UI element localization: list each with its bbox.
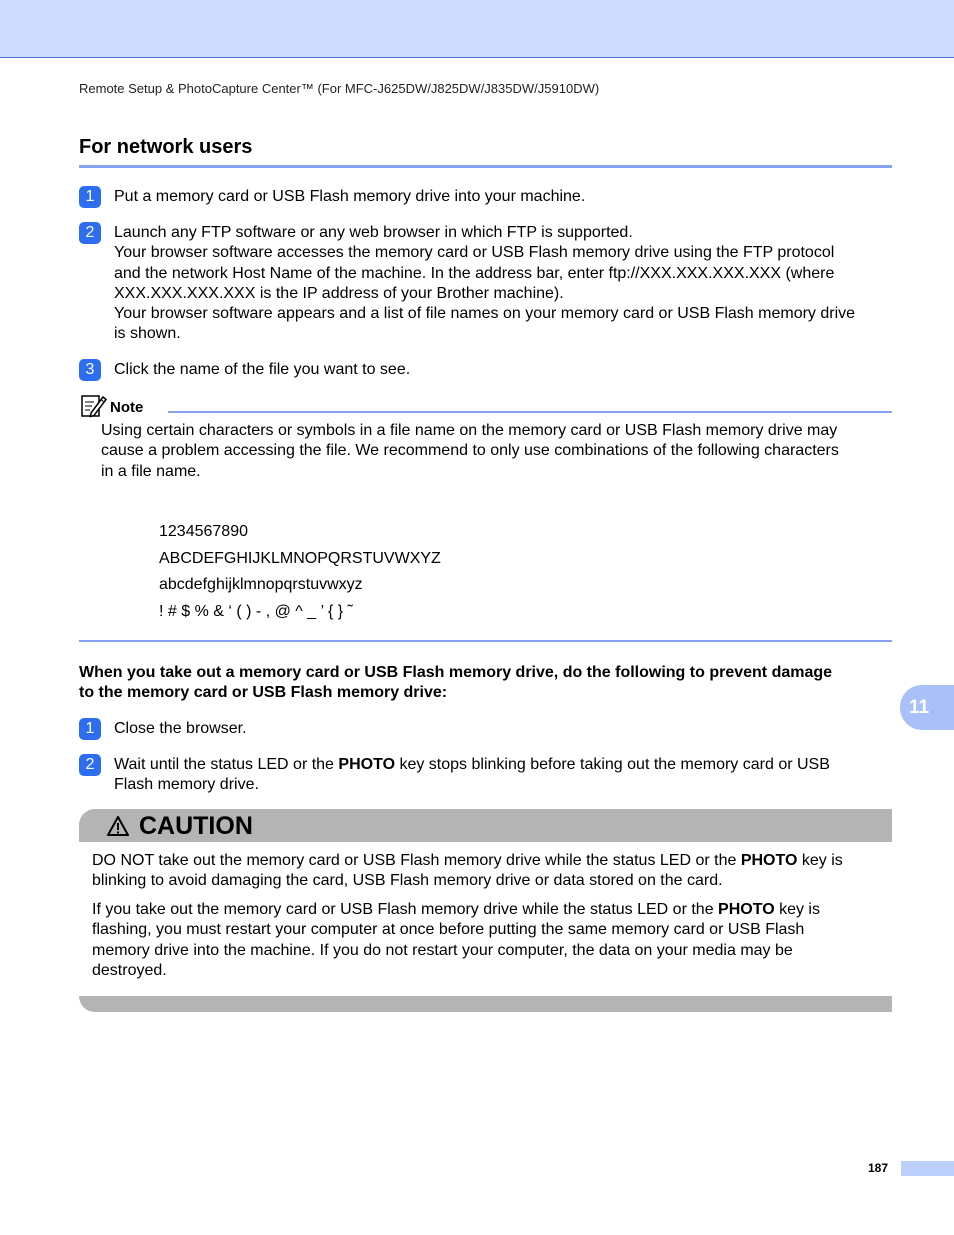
caution-warning-icon xyxy=(107,816,129,836)
page-number: 187 xyxy=(868,1161,889,1175)
step-line: Your browser software appears and a list of file names on your memory card or USB Flash memory drive xyxy=(114,305,856,323)
step-line xyxy=(114,755,892,775)
caution-text-part: DO NOT take out the memory card or USB Flash memory drive while the status LED or the xyxy=(92,852,741,869)
step-text-part: key stops blinking before taking out the memory card or USB xyxy=(395,756,830,773)
photo-key-label: PHOTO xyxy=(740,852,798,869)
charset-lowercase: abcdefghijklmnopqrstuvwxyz xyxy=(159,576,363,593)
caution-paragraph-2 xyxy=(92,900,890,981)
step-line: Flash memory drive. xyxy=(114,776,259,794)
intro-line: When you take out a memory card or USB Flash memory drive, do the following to prevent damage xyxy=(79,664,833,681)
step-line: Click the name of the file you want to see. xyxy=(114,361,411,378)
photo-key-label: PHOTO xyxy=(338,756,396,773)
step-text xyxy=(114,755,892,796)
intro-line: to the memory card or USB Flash memory drive: xyxy=(79,684,448,702)
note-rule xyxy=(168,411,892,413)
step-line: XXX.XXX.XXX.XXX is the IP address of your Brother machine). xyxy=(114,284,564,302)
caution-text-part: key is xyxy=(797,852,843,869)
running-header: Remote Setup & PhotoCapture Center™ (For MFC-J625DW/J825DW/J835DW/J5910DW) xyxy=(79,81,600,96)
charset-uppercase: ABCDEFGHIJKLMNOPQRSTUVWXYZ xyxy=(159,549,441,567)
step-line: Launch any FTP software or any web browser in which FTP is supported. xyxy=(114,224,633,241)
photo-key-label: PHOTO xyxy=(718,901,775,918)
step-line: Your browser software accesses the memory card or USB Flash memory drive using the FTP protocol xyxy=(114,244,835,262)
note-label: Note xyxy=(110,399,144,416)
note-line: in a file name. xyxy=(101,462,201,480)
step-text xyxy=(114,360,892,380)
allowed-characters xyxy=(159,519,441,625)
caution-text-part: If you take out the memory card or USB Flash memory drive while the status LED or the xyxy=(92,901,719,918)
step-line: Close the browser. xyxy=(114,720,247,737)
step-line: and the network Host Name of the machine. In the address bar, enter ftp://XXX.XXX.XXX.XXX (where xyxy=(114,264,835,282)
step-line: Put a memory card or USB Flash memory drive into your machine. xyxy=(114,188,586,205)
caution-line xyxy=(92,900,890,920)
step-number: 1 xyxy=(79,186,101,208)
note-pencil-icon xyxy=(80,393,108,419)
step-number: 2 xyxy=(79,222,101,244)
caution-footer xyxy=(79,996,892,1012)
caution-line: flashing, you must restart your computer at once before putting the same memory card or USB Flash xyxy=(92,921,805,939)
step-line: is shown. xyxy=(114,325,181,343)
header-band xyxy=(0,0,954,58)
step-number: 1 xyxy=(79,718,101,740)
note-body xyxy=(101,421,892,482)
caution-text-part: key is xyxy=(774,901,820,918)
caution-line: blinking to avoid damaging the card, USB Flash memory drive or data stored on the card. xyxy=(92,872,723,890)
section-title-rule xyxy=(79,165,892,168)
step-number: 3 xyxy=(79,359,101,381)
charset-digits: 1234567890 xyxy=(159,523,248,540)
note-line: Using certain characters or symbols in a file name on the memory card or USB Flash memory drive may xyxy=(101,422,838,439)
step-text xyxy=(114,223,892,345)
caution-line: memory drive into the machine. If you do not restart your computer, the data on your media may be xyxy=(92,941,793,959)
caution-paragraph-1 xyxy=(92,851,890,892)
step-text xyxy=(114,187,892,207)
note-end-rule xyxy=(79,640,892,642)
step-number: 2 xyxy=(79,754,101,776)
caution-header xyxy=(79,809,892,842)
removal-intro xyxy=(79,663,892,704)
caution-line: destroyed. xyxy=(92,961,167,979)
step-text-part: Wait until the status LED or the xyxy=(114,756,339,773)
charset-symbols: ! # $ % & ‘ ( ) - , @ ^ _ ’ { } ˜ xyxy=(159,602,353,620)
section-title: For network users xyxy=(79,136,253,158)
step-text xyxy=(114,719,892,739)
caution-line xyxy=(92,851,890,871)
page-tab xyxy=(901,1161,954,1176)
note-line: cause a problem accessing the file. We recommend to only use combinations of the following characters xyxy=(101,442,839,460)
chapter-tab: 11 xyxy=(900,685,954,730)
caution-label: CAUTION xyxy=(139,812,253,840)
